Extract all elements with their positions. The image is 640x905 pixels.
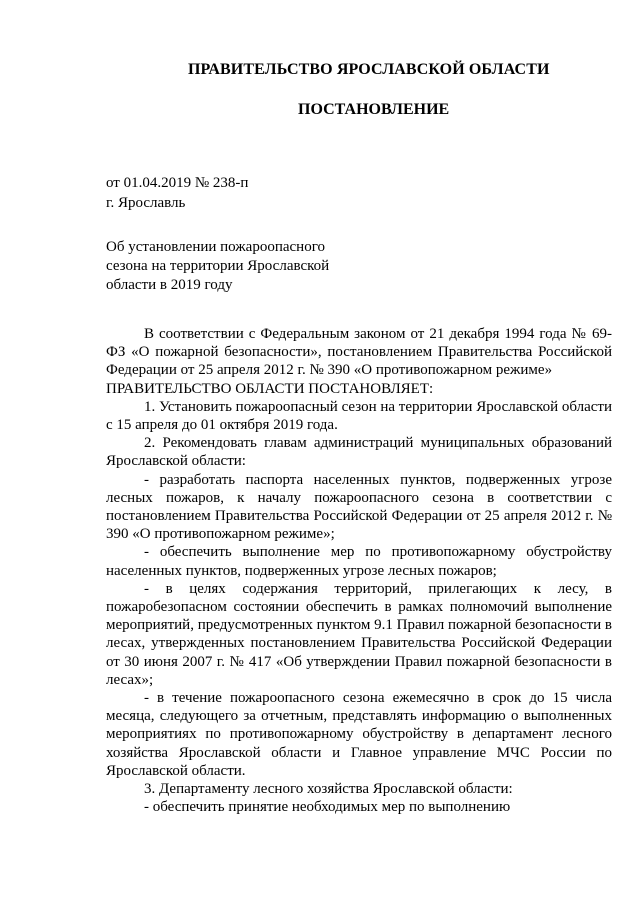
preamble-paragraph: В соответствии с Федеральным законом от 21 декабря 1994 года № 69-ФЗ «О пожарной безопасности», постановлением Правительства Российской Федерации от 25 апреля 2012 г. № 390 «О противопожарном режиме» [106, 326, 612, 379]
item-2-subitem-b: - обеспечить выполнение мер по противопожарному обустройству населенных пунктов, подверженных угрозе лесных пожаров; [106, 544, 612, 579]
date-number: от 01.04.2019 № 238-п [106, 175, 249, 191]
item-3-subitem-a: - обеспечить принятие необходимых мер по выполнению [144, 799, 511, 816]
document-body [106, 325, 612, 816]
organization-heading: ПРАВИТЕЛЬСТВО ЯРОСЛАВСКОЙ ОБЛАСТИ [188, 61, 550, 78]
subject-line-1: Об установлении пожароопасного [106, 239, 325, 255]
item-1-paragraph: 1. Установить пожароопасный сезон на территории Ярославской области с 15 апреля до 01 октября 2019 года. [106, 398, 612, 434]
city: г. Ярославль [106, 195, 186, 211]
item-2-subitem-d: - в течение пожароопасного сезона ежемесячно в срок до 15 числа месяца, следующего за отчетным, представлять информацию о выполненных мероприятиях по противопожарному обустройству в департамент лесного хозяйства Ярославской области и Главное управление МЧС России по Ярославской области. [106, 690, 612, 779]
resolves-paragraph: ПРАВИТЕЛЬСТВО ОБЛАСТИ ПОСТАНОВЛЯЕТ: [106, 380, 434, 397]
subject-line-2: сезона на территории Ярославской [106, 258, 330, 274]
item-2-paragraph: 2. Рекомендовать главам администраций муниципальных образований Ярославской области: [106, 435, 612, 470]
subject-line-3: области в 2019 году [106, 277, 233, 293]
item-2-subitem-c: - в целях содержания территорий, прилегающих к лесу, в пожаробезопасном состоянии обеспечить в рамках полномочий выполнение мероприятий, предусмотренных пунктом 9.1 Правил пожарной безопасности в лесах, утвержденных постановлением Правительства Российской Федерации от 30 июня 2007 г. № 417 «Об утверждении Правил пожарной безопасности в лесах»; [106, 580, 612, 688]
document-meta [106, 173, 248, 213]
document-type-heading: ПОСТАНОВЛЕНИЕ [298, 101, 450, 118]
item-2-subitem-a: - разработать паспорта населенных пунктов, подверженных угрозе лесных пожаров, к началу пожароопасного сезона в соответствии с постановлением Правительства Российской Федерации от 25 апреля 2012 г. № 390 «О противопожарном режиме»; [106, 471, 612, 543]
item-3-paragraph: 3. Департаменту лесного хозяйства Ярославской области: [144, 781, 513, 798]
document-subject [106, 238, 329, 295]
